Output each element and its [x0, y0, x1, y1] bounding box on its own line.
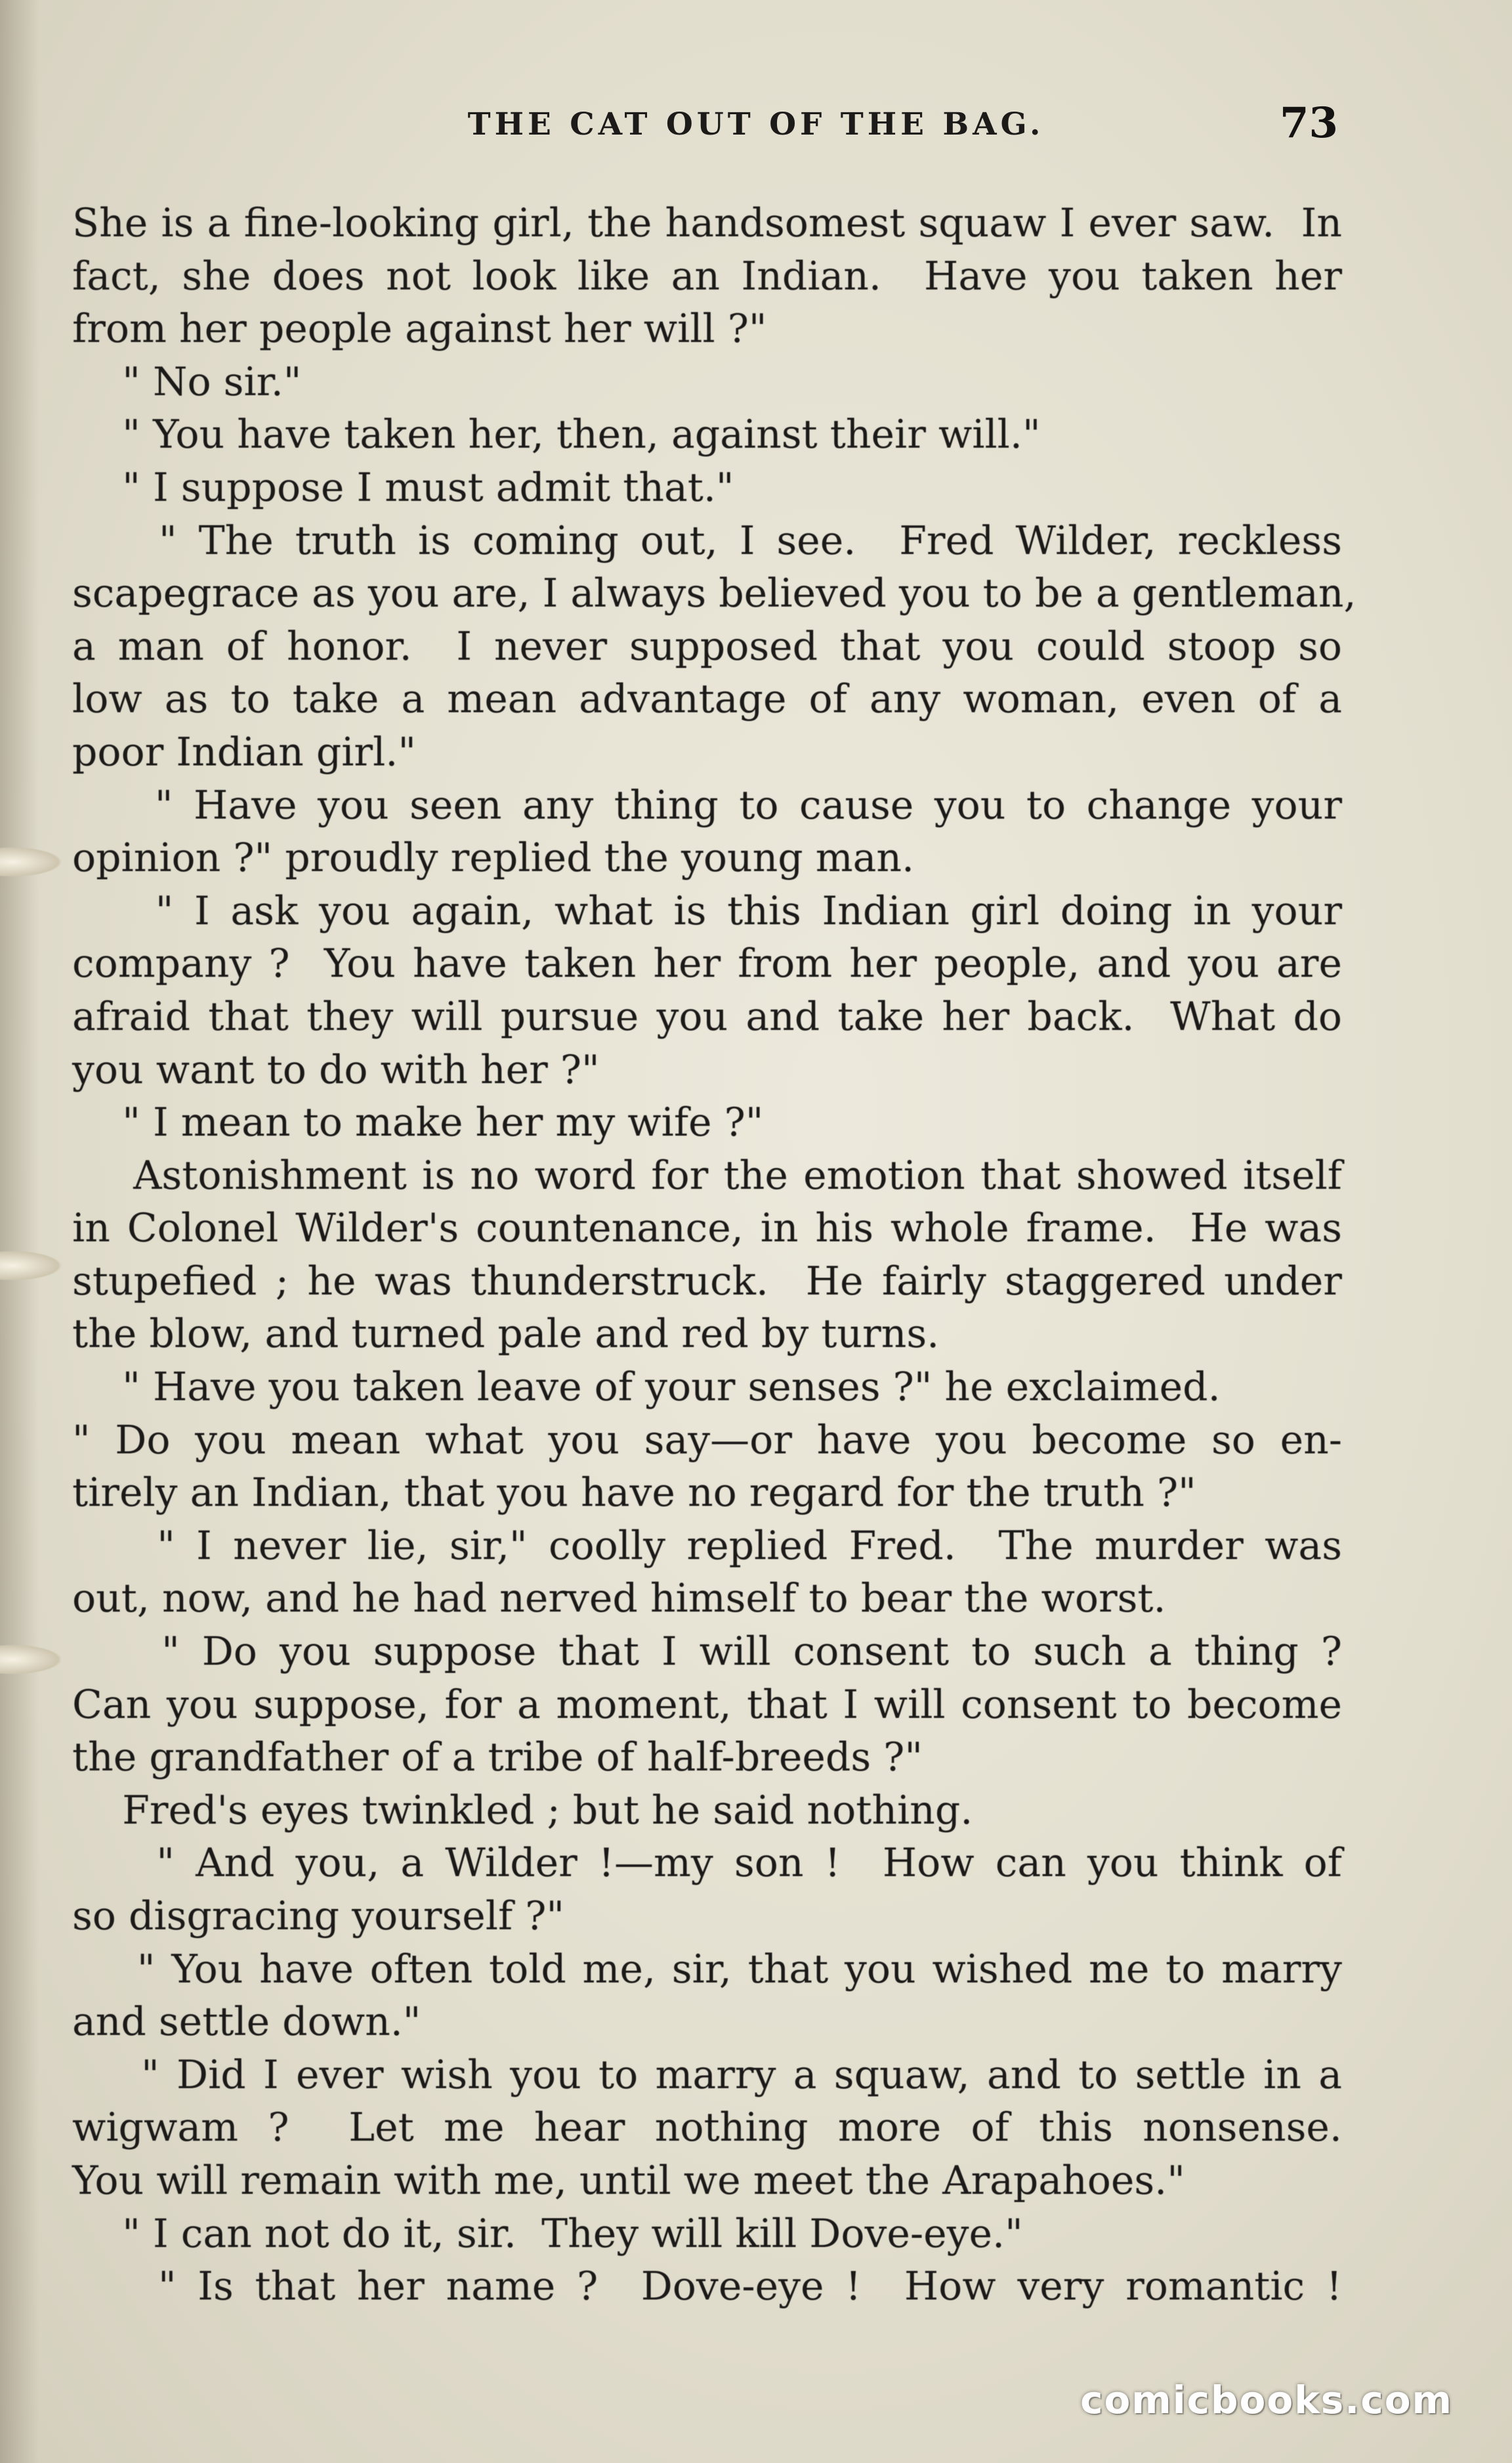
text-line: " I mean to make her my wife ?"	[72, 1100, 764, 1146]
text-line: so disgracing yourself ?"	[72, 1893, 565, 1939]
text-line: opinion ?" proudly replied the young man.	[72, 835, 915, 882]
text-line: in Colonel Wilder's countenance, in his whole frame. He was	[72, 1205, 1342, 1252]
text-line: company ? You have taken her from her people, and you are	[72, 941, 1342, 987]
text-line: She is a fine-looking girl, the handsomest squaw I ever saw. In	[72, 200, 1342, 246]
text-line: You will remain with me, until we meet the Arapahoes."	[72, 2157, 1185, 2204]
page-tear	[0, 1644, 62, 1675]
text-line: stupefied ; he was thunderstruck. He fairly staggered under	[72, 1258, 1342, 1304]
text-line: tirely an Indian, that you have no regard for the truth ?"	[72, 1470, 1196, 1516]
text-line: " Have you taken leave of your senses ?" he exclaimed.	[72, 1364, 1221, 1411]
page-number: 73	[1279, 98, 1338, 148]
text-line: and settle down."	[72, 1999, 421, 2045]
text-line: wigwam ? Let me hear nothing more of this nonsense.	[72, 2105, 1342, 2151]
text-line: " Do you suppose that I will consent to such a thing ?	[72, 1629, 1342, 1675]
text-line: from her people against her will ?"	[72, 306, 767, 353]
text-line: " I ask you again, what is this Indian girl doing in your	[72, 888, 1342, 934]
text-line: " And you, a Wilder !—my son ! How can you think of	[72, 1840, 1342, 1887]
text-line: you want to do with her ?"	[72, 1046, 600, 1093]
text-line: " No sir."	[72, 358, 302, 405]
page-tear	[0, 1251, 62, 1281]
text-line: a man of honor. I never supposed that you could stoop so	[72, 623, 1342, 670]
text-line: " Do you mean what you say—or have you become so en-	[72, 1417, 1342, 1463]
text-line: poor Indian girl."	[72, 729, 416, 775]
text-line: fact, she does not look like an Indian. Have you taken her	[72, 253, 1342, 299]
text-line: " I can not do it, sir. They will kill Dove-eye."	[72, 2210, 1023, 2257]
text-line: " Have you seen any thing to cause you to change your	[72, 782, 1342, 828]
watermark: comicbooks.com	[1080, 2378, 1453, 2422]
text-line: out, now, and he had nerved himself to bear the worst.	[72, 1575, 1166, 1622]
text-line: " I suppose I must admit that."	[72, 464, 734, 511]
text-line: scapegrace as you are, I always believed you to be a gentleman,	[72, 570, 1356, 617]
page-edge-shadow	[0, 0, 39, 2463]
text-line: " Is that her name ? Dove-eye ! How very romantic !	[72, 2263, 1342, 2310]
text-line: low as to take a mean advantage of any woman, even of a	[72, 676, 1342, 723]
text-line: the blow, and turned pale and red by turns.	[72, 1311, 940, 1358]
page-tear	[0, 847, 62, 877]
text-line: " I never lie, sir," coolly replied Fred. The murder was	[72, 1522, 1342, 1569]
text-line: " You have often told me, sir, that you wished me to marry	[72, 1946, 1342, 1992]
text-line: the grandfather of a tribe of half-breeds ?"	[72, 1734, 923, 1781]
running-title: THE CAT OUT OF THE BAG.	[467, 106, 1045, 142]
text-line: Can you suppose, for a moment, that I will consent to become	[72, 1681, 1342, 1728]
body-text	[72, 197, 1356, 2313]
text-line: Fred's eyes twinkled ; but he said nothing.	[72, 1787, 973, 1833]
text-line: " The truth is coming out, I see. Fred Wilder, reckless	[72, 517, 1342, 564]
text-line: afraid that they will pursue you and take her back. What do	[72, 993, 1342, 1040]
text-line: Astonishment is no word for the emotion that showed itself	[72, 1152, 1342, 1199]
text-line: " Did I ever wish you to marry a squaw, and to settle in a	[72, 2051, 1342, 2098]
text-line: " You have taken her, then, against their will."	[72, 412, 1041, 458]
page-header	[0, 98, 1512, 151]
